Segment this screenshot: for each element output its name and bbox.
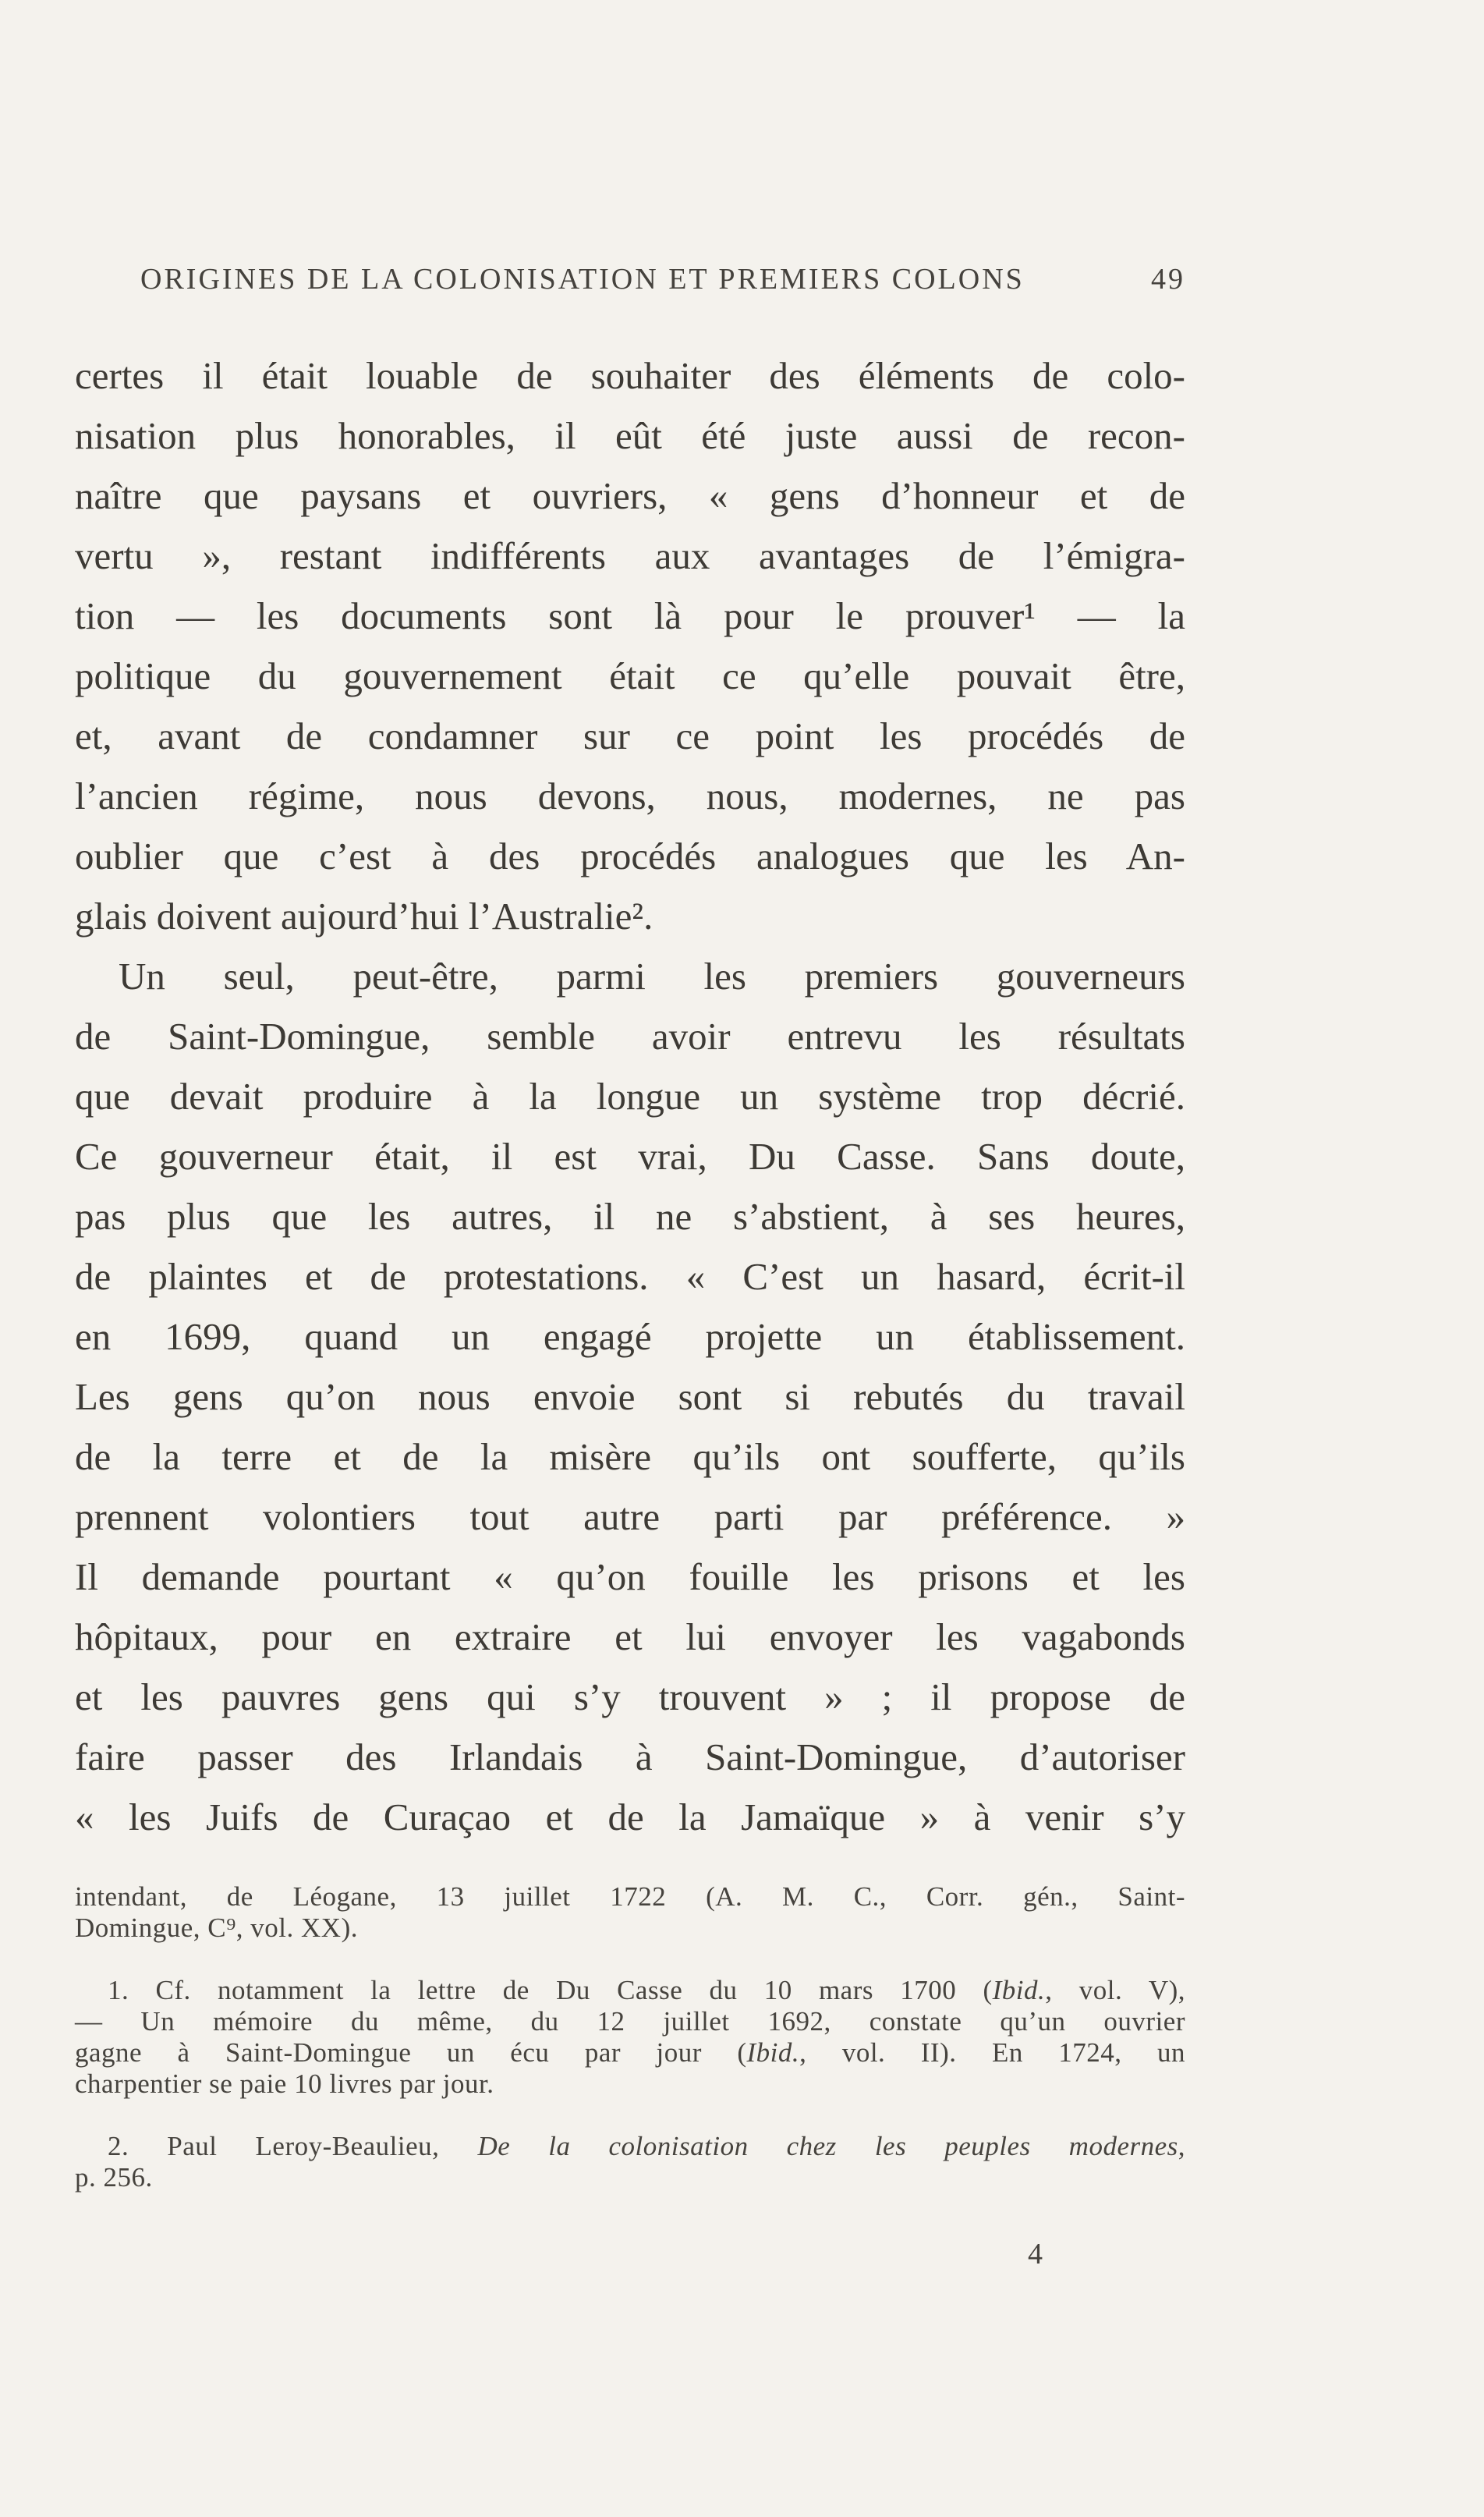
body-line: faire passer des Irlandais à Saint-Domingue, d’autoriser — [75, 1735, 1185, 1778]
body-line: naître que paysans et ouvriers, « gens d’honneur et de — [75, 474, 1185, 517]
body-line: politique du gouvernement était ce qu’elle pouvait être, — [75, 654, 1185, 697]
body-line: certes il était louable de souhaiter des éléments de colo- — [75, 354, 1185, 397]
body-line: en 1699, quand un engagé projette un établissement. — [75, 1315, 1185, 1358]
book-title: De la colonisation chez les peuples modernes — [477, 2131, 1178, 2161]
body-line: que devait produire à la longue un système trop décrié. — [75, 1075, 1185, 1118]
ibid-reference: Ibid. — [746, 2037, 800, 2068]
footnote-1-text-a: 1. Cf. notamment la lettre de Du Casse du 10 mars 1700 ( — [108, 1975, 993, 2005]
body-line: tion — les documents sont là pour le prouver¹ — la — [75, 594, 1185, 637]
body-line: pas plus que les autres, il ne s’abstient, à ses heures, — [75, 1195, 1185, 1238]
body-line: nisation plus honorables, il eût été juste aussi de recon- — [75, 414, 1185, 457]
footnote-2-text-b: , — [1178, 2131, 1185, 2161]
page-number: 49 — [1151, 263, 1185, 296]
footnote-line: intendant, de Léogane, 13 juillet 1722 (A. M. C., Corr. gén., Saint- — [75, 1881, 1185, 1912]
footnote-1-text-d: , vol. II). En 1724, un — [799, 2037, 1185, 2068]
body-line: de plaintes et de protestations. « C’est un hasard, écrit-il — [75, 1255, 1185, 1298]
footnote-line: charpentier se paie 10 livres par jour. — [75, 2069, 494, 2099]
body-line: prennent volontiers tout autre parti par préférence. » — [75, 1495, 1185, 1538]
body-line: Un seul, peut-être, parmi les premiers gouverneurs — [119, 955, 1185, 998]
running-header — [75, 257, 1185, 306]
footnote-line: Domingue, C⁹, vol. XX). — [75, 1913, 358, 1943]
body-line: de la terre et de la misère qu’ils ont soufferte, qu’ils — [75, 1435, 1185, 1478]
body-line: et les pauvres gens qui s’y trouvent » ; il propose de — [75, 1675, 1185, 1718]
body-line: glais doivent aujourd’hui l’Australie². — [75, 895, 653, 938]
footnote-2-text-a: 2. Paul Leroy-Beaulieu, — [108, 2131, 478, 2161]
footnote-line — [75, 2037, 1185, 2069]
body-line: de Saint-Domingue, semble avoir entrevu les résultats — [75, 1015, 1185, 1058]
body-line: « les Juifs de Curaçao et de la Jamaïque » à venir s’y — [75, 1796, 1185, 1838]
footnote-1-line — [75, 1975, 1185, 2006]
signature-mark: 4 — [1028, 2238, 1043, 2271]
footnote-line: p. 256. — [75, 2162, 153, 2193]
body-line: vertu », restant indifférents aux avantages de l’émigra- — [75, 534, 1185, 577]
body-line: hôpitaux, pour en extraire et lui envoyer les vagabonds — [75, 1615, 1185, 1658]
body-line: Les gens qu’on nous envoie sont si rebutés du travail — [75, 1375, 1185, 1418]
body-line: Il demande pourtant « qu’on fouille les prisons et les — [75, 1555, 1185, 1598]
body-line: oublier que c’est à des procédés analogues que les An- — [75, 835, 1185, 877]
body-line: et, avant de condamner sur ce point les procédés de — [75, 714, 1185, 757]
ibid-reference: Ibid. — [992, 1975, 1046, 2005]
running-title: ORIGINES DE LA COLONISATION ET PREMIERS COLONS — [140, 263, 1025, 296]
footnote-2-line — [75, 2131, 1185, 2162]
footnote-1-text-b: , vol. V), — [1045, 1975, 1185, 2005]
body-line: l’ancien régime, nous devons, nous, modernes, ne pas — [75, 775, 1185, 817]
body-line: Ce gouverneur était, il est vrai, Du Casse. Sans doute, — [75, 1135, 1185, 1178]
footnote-line: — Un mémoire du même, du 12 juillet 1692, constate qu’un ouvrier — [75, 2006, 1185, 2037]
footnote-1-text-c: gagne à Saint-Domingue un écu par jour ( — [75, 2037, 747, 2068]
